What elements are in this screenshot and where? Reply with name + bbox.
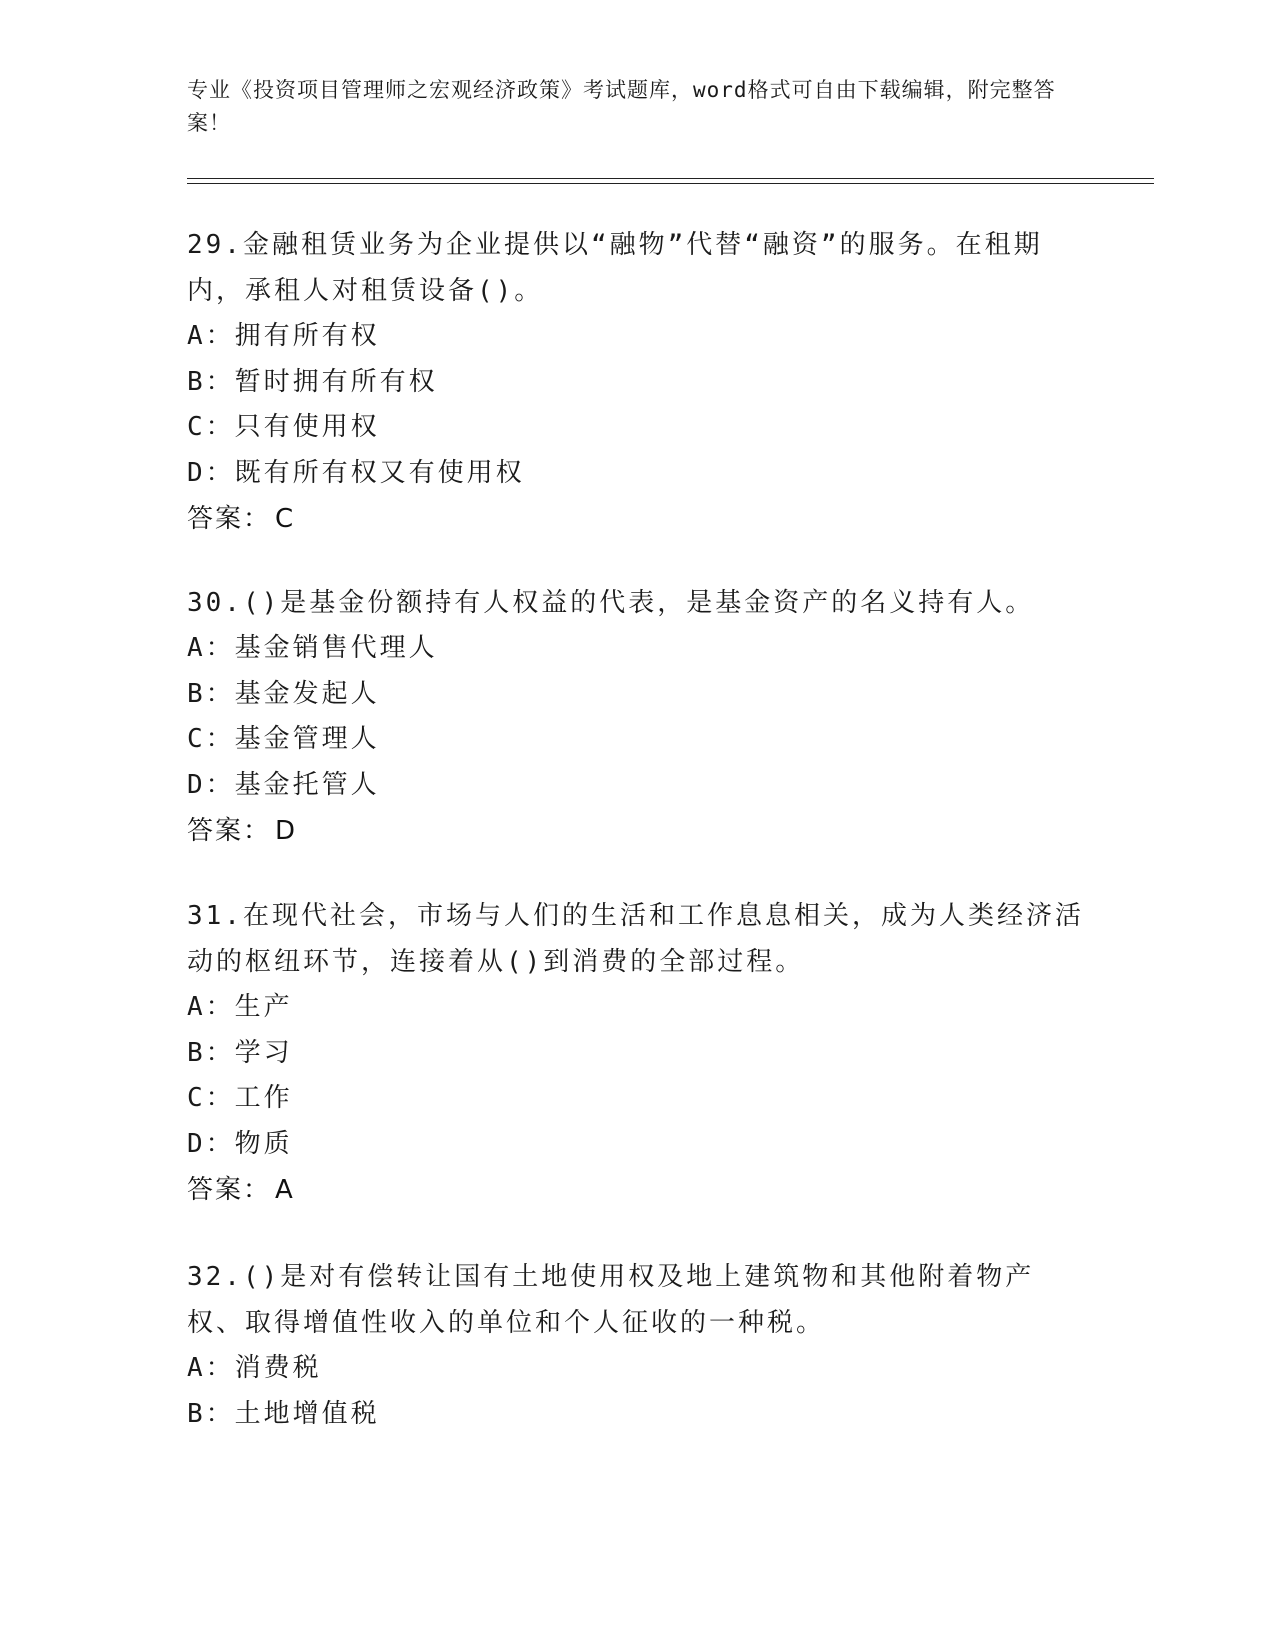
header-divider-bottom xyxy=(187,183,1154,184)
option-b: B：土地增值税 xyxy=(187,1398,380,1429)
option-d: D：物质 xyxy=(187,1128,293,1159)
answer-line xyxy=(187,1167,1087,1213)
option-a: A：基金销售代理人 xyxy=(187,633,438,663)
option-c: C：基金管理人 xyxy=(187,724,380,754)
question-32 xyxy=(187,1254,1087,1437)
answer-line xyxy=(187,496,1087,542)
header-divider-top xyxy=(187,178,1154,179)
question-29 xyxy=(187,222,1087,542)
question-30 xyxy=(187,580,1087,854)
option-c: C：只有使用权 xyxy=(187,412,380,442)
answer-value: C xyxy=(275,504,296,534)
option-c: C：工作 xyxy=(187,1083,293,1113)
option-b: B：暂时拥有所有权 xyxy=(187,366,438,397)
question-stem: 29.金融租赁业务为企业提供以“融物”代替“融资”的服务。在租期内，承租人对租赁设备()。 xyxy=(187,230,1043,306)
question-stem: 31.在现代社会，市场与人们的生活和工作息息相关，成为人类经济活动的枢纽环节，连接着从()到消费的全部过程。 xyxy=(187,901,1084,977)
document-header xyxy=(187,74,1067,140)
option-d: D：基金托管人 xyxy=(187,769,380,800)
option-b: B：学习 xyxy=(187,1037,293,1068)
question-31 xyxy=(187,893,1087,1213)
option-a: A：拥有所有权 xyxy=(187,321,380,351)
answer-value: D xyxy=(275,816,298,846)
answer-label: 答案： xyxy=(187,816,272,846)
option-a: A：生产 xyxy=(187,992,293,1022)
header-text: 专业《投资项目管理师之宏观经济政策》考试题库，word格式可自由下载编辑，附完整答案！ xyxy=(187,78,1056,135)
answer-line xyxy=(187,808,1087,854)
question-stem: 32.()是对有偿转让国有土地使用权及地上建筑物和其他附着物产权、取得增值性收入的单位和个人征收的一种税。 xyxy=(187,1262,1035,1338)
option-a: A：消费税 xyxy=(187,1353,322,1383)
answer-value: A xyxy=(275,1175,295,1205)
answer-label: 答案： xyxy=(187,504,272,534)
option-b: B：基金发起人 xyxy=(187,678,380,709)
question-stem: 30.()是基金份额持有人权益的代表，是基金资产的名义持有人。 xyxy=(187,588,1035,618)
answer-label: 答案： xyxy=(187,1175,272,1205)
option-d: D：既有所有权又有使用权 xyxy=(187,457,525,488)
